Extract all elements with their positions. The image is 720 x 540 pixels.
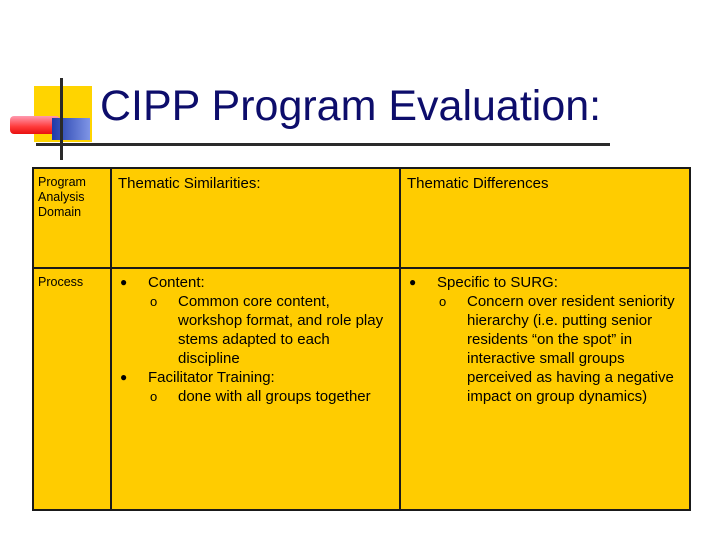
bullet-icon: ● <box>120 370 128 384</box>
bullet-label: Facilitator Training: <box>148 369 275 386</box>
evaluation-table <box>32 167 691 511</box>
list-item <box>409 273 683 406</box>
title-underline <box>36 143 610 146</box>
list-item <box>120 273 393 368</box>
sub-item-text: done with all groups together <box>178 388 371 405</box>
sub-item-text: Concern over resident seniority hierarchy (i.e. putting senior residents “on the spot” in interactive small groups perceived as having a negative impact on group dynamics) <box>467 293 675 405</box>
sub-item-text: Common core content, workshop format, and role play stems adapted to each discipline <box>178 293 384 367</box>
header-program-analysis-domain: Program Analysis Domain <box>33 168 111 268</box>
sub-bullet-icon: o <box>150 294 158 309</box>
accent-vertical-line <box>60 78 63 160</box>
bullet-icon: ● <box>409 275 417 289</box>
bullet-icon: ● <box>120 275 128 289</box>
similarities-list <box>120 273 393 406</box>
sub-list <box>148 292 393 368</box>
accent-square-blue <box>52 118 90 140</box>
header-thematic-differences: Thematic Differences <box>400 168 690 268</box>
sub-list <box>148 387 393 406</box>
table-row <box>33 268 690 510</box>
list-item <box>120 368 393 406</box>
bullet-label: Content: <box>148 274 205 291</box>
row-domain-process: Process <box>33 268 111 510</box>
sub-bullet-icon: o <box>439 294 447 309</box>
differences-cell <box>400 268 690 510</box>
sub-bullet-icon: o <box>150 389 158 404</box>
sub-list-item <box>148 292 393 368</box>
sub-list-item <box>148 387 393 406</box>
sub-list <box>437 292 683 406</box>
sub-list-item <box>437 292 683 406</box>
bullet-label: Specific to SURG: <box>437 274 558 291</box>
differences-list <box>409 273 683 406</box>
table-header-row <box>33 168 690 268</box>
header-thematic-similarities: Thematic Similarities: <box>111 168 400 268</box>
slide-title: CIPP Program Evaluation: <box>100 82 602 130</box>
similarities-cell <box>111 268 400 510</box>
